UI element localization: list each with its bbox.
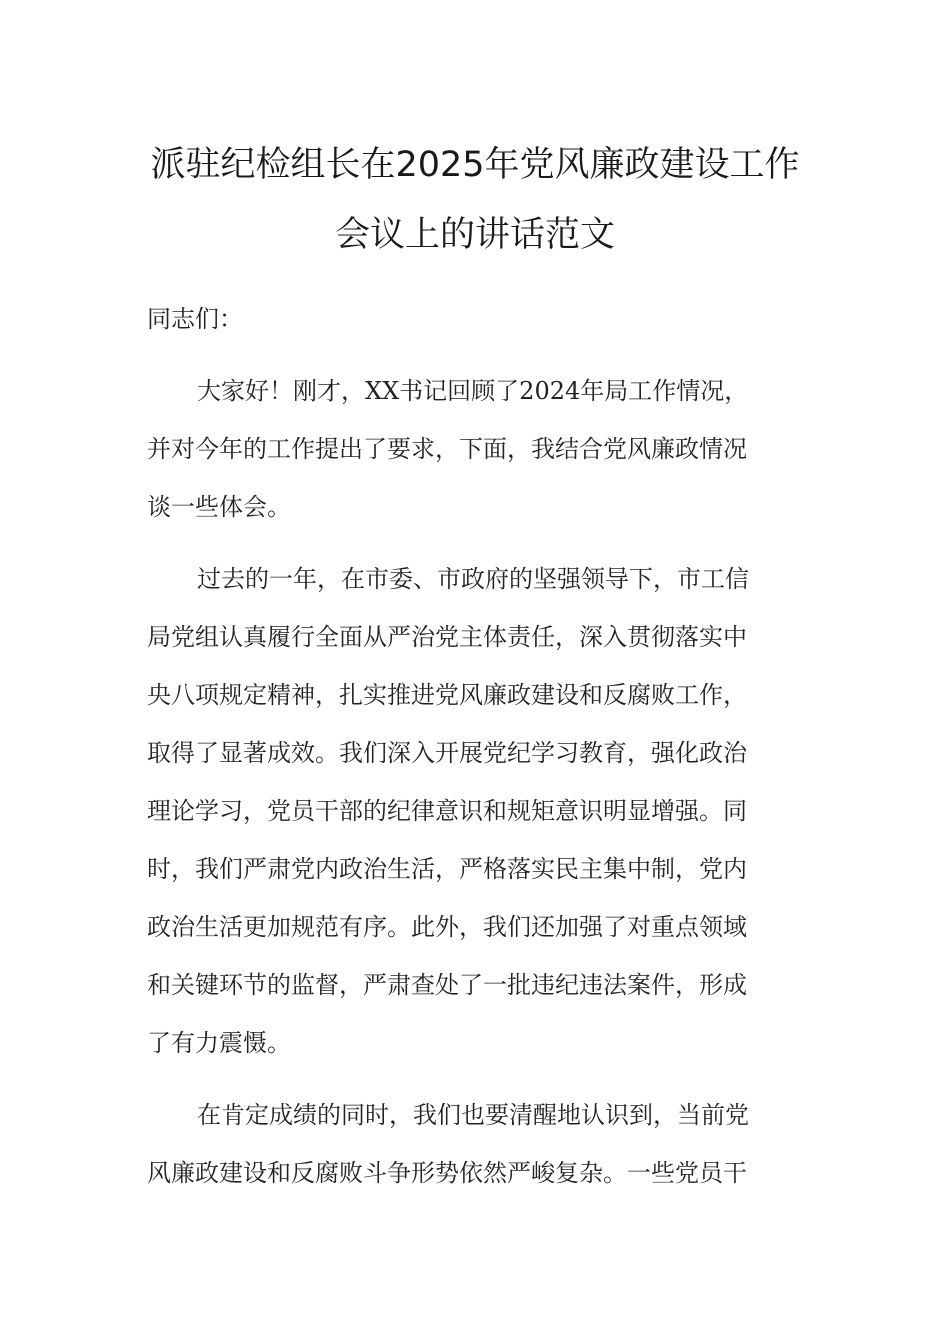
- title-line-2: 会议上的讲话范文: [334, 215, 615, 255]
- document-title: [0, 130, 950, 270]
- paragraph-line: 大家好！刚才，XX书记回顾了2024年局工作情况，: [197, 377, 749, 405]
- paragraph-line: 了有力震慑。: [147, 1029, 291, 1057]
- paragraph-1: [147, 362, 787, 536]
- paragraph-line: 政治生活更加规范有序。此外，我们还加强了对重点领域: [147, 913, 747, 941]
- paragraph-gap: [147, 536, 787, 550]
- paragraph-line: 和关键环节的监督，严肃查处了一批违纪违法案件，形成: [147, 971, 747, 999]
- paragraph-line: 谈一些体会。: [147, 493, 291, 521]
- paragraph-line: 过去的一年，在市委、市政府的坚强领导下，市工信: [197, 565, 749, 593]
- paragraph-line: 时，我们严肃党内政治生活，严格落实民主集中制，党内: [147, 855, 747, 883]
- paragraph-3: [147, 1086, 787, 1202]
- title-line-1: 派驻纪检组长在2025年党风廉政建设工作: [150, 145, 800, 185]
- paragraph-gap: [147, 1072, 787, 1086]
- paragraph-line: 在肯定成绩的同时，我们也要清醒地认识到，当前党: [197, 1101, 749, 1129]
- paragraph-2: [147, 550, 787, 1072]
- paragraph-line: 取得了显著成效。我们深入开展党纪学习教育，强化政治: [147, 739, 747, 767]
- paragraph-line: 风廉政建设和反腐败斗争形势依然严峻复杂。一些党员干: [147, 1159, 747, 1187]
- paragraph-line: 央八项规定精神，扎实推进党风廉政建设和反腐败工作，: [147, 681, 747, 709]
- document-body: [147, 290, 787, 1202]
- paragraph-line: 理论学习，党员干部的纪律意识和规矩意识明显增强。同: [147, 797, 747, 825]
- paragraph-gap: [147, 348, 787, 362]
- paragraph-line: 局党组认真履行全面从严治党主体责任，深入贯彻落实中: [147, 623, 747, 651]
- paragraph-line: 并对今年的工作提出了要求，下面，我结合党风廉政情况: [147, 435, 747, 463]
- salutation: 同志们：: [147, 305, 243, 333]
